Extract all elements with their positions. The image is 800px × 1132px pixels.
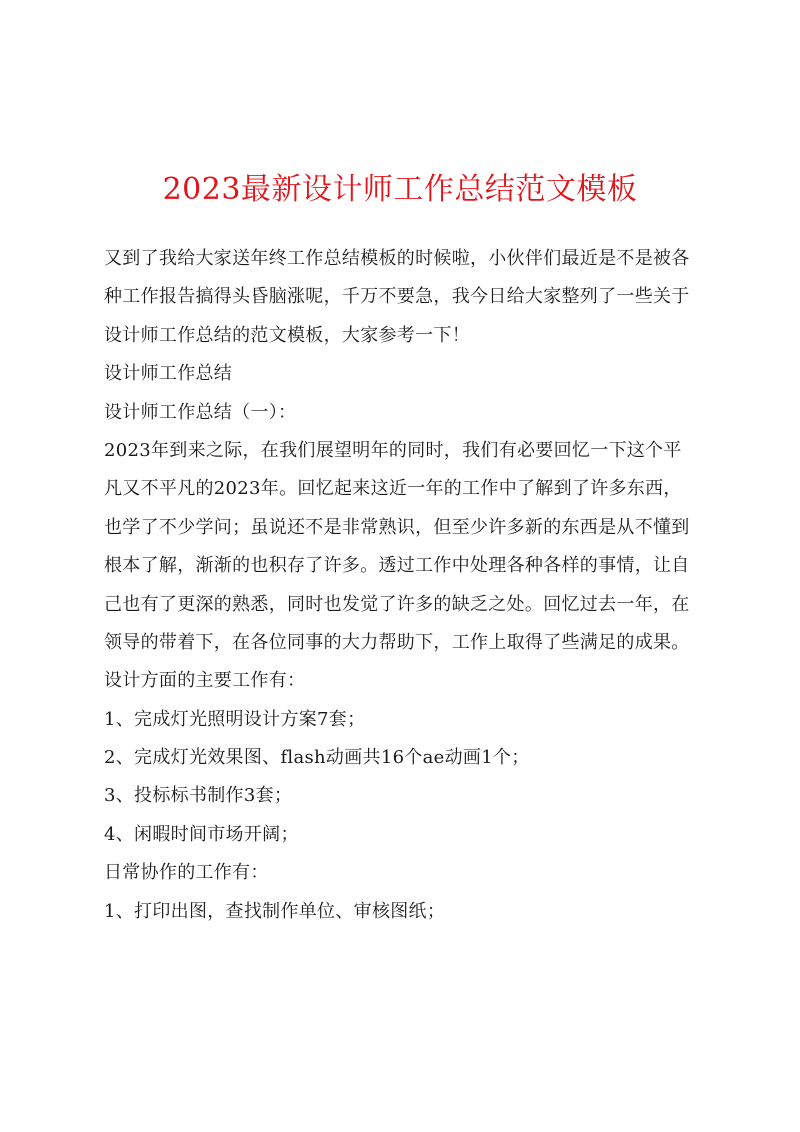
body-line: 也学了不少学问；虽说还不是非常熟识，但至少许多新的东西是从不懂到 [104,516,690,538]
body-line: 己也有了更深的熟悉，同时也发觉了许多的缺乏之处。回忆过去一年，在 [104,593,690,615]
body-line: 根本了解，渐渐的也积存了许多。透过工作中处理各种各样的事情，让自 [104,555,690,577]
list-item: 2、完成灯光效果图、flash动画共16个ae动画1个； [104,747,530,769]
body-line: 设计师工作总结的范文模板，大家参考一下！ [104,324,470,346]
body-line: 领导的带着下，在各位同事的大力帮助下，工作上取得了些满足的成果。 [104,631,690,653]
list-heading: 日常协作的工作有： [104,862,269,884]
list-heading: 设计方面的主要工作有： [104,670,306,692]
document-title: 2023最新设计师工作总结范文模板 [162,172,638,207]
document-body [104,240,704,931]
section-heading: 设计师工作总结 [104,363,233,385]
body-line: 又到了我给大家送年终工作总结模板的时候啦，小伙伴们最近是不是被各 [104,248,690,269]
body-line: 凡又不平凡的2023年。回忆起来这近一年的工作中了解到了许多东西， [104,478,682,500]
list-item: 1、打印出图，查找制作单位、审核图纸； [104,900,446,922]
list-item: 4、闲暇时间市场开阔； [104,823,299,845]
body-line: 种工作报告搞得头昏脑涨呢，千万不要急，我今日给大家整列了一些关于 [104,286,690,308]
body-line: 2023年到来之际，在我们展望明年的同时，我们有必要回忆一下这个平 [104,439,682,461]
subsection-heading: 设计师工作总结（一）： [104,401,297,423]
list-item: 3、投标标书制作3套； [104,785,293,807]
list-item: 1、完成灯光照明设计方案7套； [104,708,366,730]
